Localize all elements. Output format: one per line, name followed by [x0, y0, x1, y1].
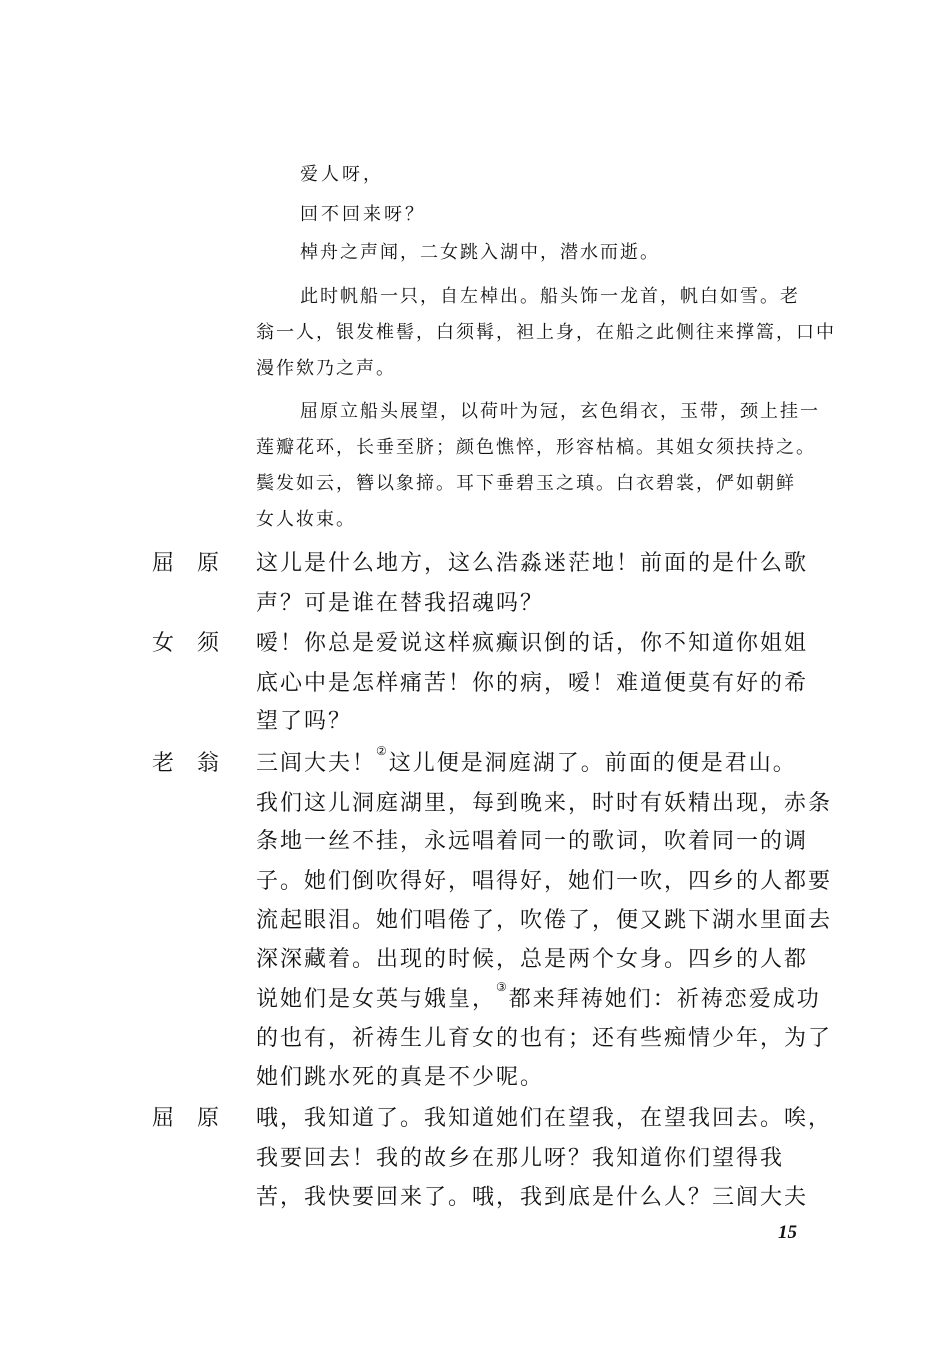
speaker-char: 屈: [152, 551, 175, 576]
footnote-marker: ③: [496, 980, 509, 994]
footnote-marker: ②: [376, 744, 389, 758]
dialogue-line: 我们这儿洞庭湖里，每到晚来，时时有妖精出现，赤条: [256, 791, 833, 816]
speaker-char: 屈: [152, 1106, 175, 1131]
dialogue-line: 望了吗？: [256, 709, 353, 734]
stage-direction-2-line-2: 翁一人，银发椎髻，白须髯，袒上身，在船之此侧往来撑篙，口中: [256, 322, 836, 343]
dialogue-line: 深深藏着。出现的时候，总是两个女身。四乡的人都: [256, 947, 809, 972]
dialogue-line: 嗳！你总是爱说这样疯癫识倒的话，你不知道你姐姐: [256, 631, 809, 656]
stage-direction-2-line-3: 漫作欸乃之声。: [256, 358, 396, 379]
dialogue-line: 她们跳水死的真是不少呢。: [256, 1065, 545, 1090]
dialogue-line: 这儿是什么地方，这么浩淼迷茫地！前面的是什么歌: [256, 551, 809, 576]
dialogue-text: 这儿便是洞庭湖了。前面的便是君山。: [388, 751, 797, 776]
stage-direction-3-line-3: 鬓发如云，簪以象揥。耳下垂碧玉之瑱。白衣碧裳，俨如朝鲜: [256, 473, 796, 494]
poem-line-2: 回不回来呀？: [300, 204, 426, 225]
stage-direction-2-line-1: 此时帆船一只，自左棹出。船头饰一龙首，帆白如雪。老: [300, 286, 800, 307]
dialogue-line: 流起眼泪。她们唱倦了，吹倦了，便又跳下湖水里面去: [256, 908, 833, 933]
dialogue-line: [256, 746, 797, 777]
speaker-label: [152, 1101, 242, 1132]
speaker-label: [152, 626, 242, 657]
stage-direction-3-line-4: 女人妆束。: [256, 509, 356, 530]
speaker-char: 须: [197, 631, 220, 656]
stage-direction-3-line-1: 屈原立船头展望，以荷叶为冠，玄色绢衣，玉带，颈上挂一: [300, 401, 820, 422]
speaker-label: [152, 546, 242, 577]
page-number: 15: [778, 1222, 797, 1243]
dialogue-line: 子。她们倒吹得好，唱得好，她们一吹，四乡的人都要: [256, 869, 833, 894]
speaker-char: 女: [152, 631, 175, 656]
dialogue-line: 条地一丝不挂，永远唱着同一的歌词，吹着同一的调: [256, 829, 809, 854]
dialogue-text: 说她们是女英与娥皇，: [256, 987, 497, 1012]
dialogue-line: 苦，我快要回来了。哦，我到底是什么人？三闾大夫: [256, 1185, 809, 1210]
poem-line-1: 爱人呀，: [300, 164, 384, 185]
speaker-char: 原: [197, 1106, 220, 1131]
speaker-char: 老: [152, 751, 175, 776]
dialogue-line: 底心中是怎样痛苦！你的病，嗳！难道便莫有好的希: [256, 671, 809, 696]
dialogue-line: [256, 982, 821, 1013]
dialogue-text: 都来拜祷她们：祈祷恋爱成功: [508, 987, 821, 1012]
dialogue-text: 三闾大夫！: [256, 751, 377, 776]
speaker-char: 原: [197, 551, 220, 576]
speaker-label: [152, 746, 242, 777]
dialogue-line: 我要回去！我的故乡在那儿呀？我知道你们望得我: [256, 1146, 785, 1171]
dialogue-line: 哦，我知道了。我知道她们在望我，在望我回去。唉，: [256, 1106, 833, 1131]
dialogue-line: 的也有，祈祷生儿育女的也有；还有些痴情少年，为了: [256, 1026, 833, 1051]
stage-direction-1: 棹舟之声闻，二女跳入湖中，潜水而逝。: [300, 242, 660, 263]
stage-direction-3-line-2: 莲瓣花环，长垂至脐；颜色憔悴，形容枯槁。其姐女须扶持之。: [256, 437, 816, 458]
dialogue-line: 声？可是谁在替我招魂吗？: [256, 591, 545, 616]
speaker-char: 翁: [197, 751, 220, 776]
